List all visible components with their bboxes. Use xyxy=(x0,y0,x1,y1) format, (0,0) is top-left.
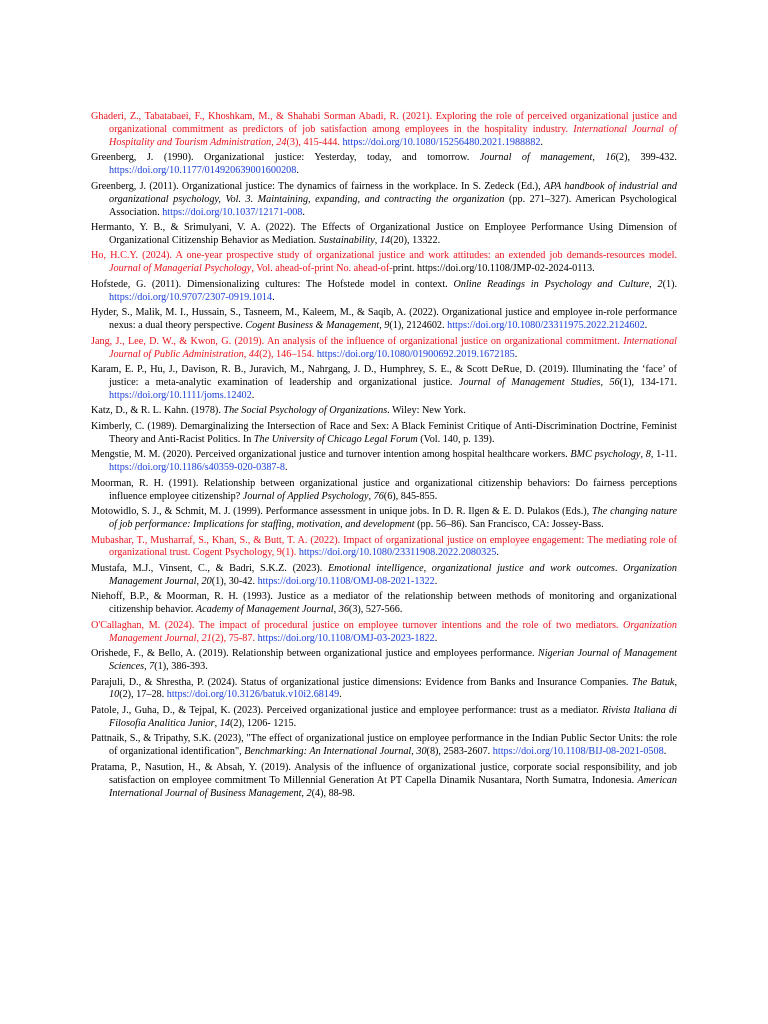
reference-entry xyxy=(91,111,677,150)
reference-text: Ho, H.C.Y. (2024). A one-year prospective study of organizational justice and work attitudes: an extended job demands-resources model. xyxy=(91,250,677,262)
italic-text: The University of Chicago Legal Forum xyxy=(253,433,418,445)
reference-text: Niehoff, B.P., & Moorman, R. H. (1993). Justice as a mediator of the relationship between methods of monitoring and organizational citizenship behavior. xyxy=(91,591,677,616)
italic-text: The changing nature of job performance: Implications for staffing, motivation, and development xyxy=(109,506,677,530)
reference-text: Parajuli, D., & Shrestha, P. (2024). Status of organizational justice dimensions: Evidence from Banks and Insurance Companies. xyxy=(91,676,632,688)
italic-text: The Social Psychology of Organizations xyxy=(223,405,388,417)
doi-link[interactable]: https://doi.org/10.1037/12171-008 xyxy=(162,206,303,218)
reference-text: Jang, J., Lee, D. W., & Kwon, G. (2019). An analysis of the influence of organizational justice on organizational commitment. xyxy=(91,335,624,347)
reference-text: , xyxy=(271,136,277,148)
reference-text: , xyxy=(600,376,610,388)
reference-text: (20), 13322. xyxy=(390,234,441,246)
reference-text: , xyxy=(674,676,677,688)
reference-text: (3), 527-566. xyxy=(348,604,403,616)
italic-text: 14 xyxy=(379,234,391,246)
reference-text: , xyxy=(144,661,150,673)
reference-text: (1), 30-42. xyxy=(211,575,258,587)
italic-text: 21 xyxy=(201,632,212,644)
doi-link[interactable]: https://doi.org/10.1111/joms.12402 xyxy=(109,389,252,401)
italic-text: Academy of Management Journal xyxy=(195,604,334,616)
italic-text: 9 xyxy=(384,320,390,332)
reference-entry xyxy=(91,364,677,403)
reference-text: Hyder, S., Malik, M. I., Hussain, S., Tasneem, M., Kaleem, M., & Saqib, A. (2022). Organizational justice and employee in-role performance nexus: a dual theory perspective. xyxy=(91,307,677,332)
italic-text: Rivista Italiana di Filosofia Analitica Junior xyxy=(109,704,677,729)
reference-text: , xyxy=(374,234,380,246)
reference-text: Mengstie, M. M. (2020). Perceived organizational justice and turnover intention among hospital healthcare workers. xyxy=(91,449,571,461)
reference-entry xyxy=(91,762,677,801)
reference-text: Mustafa, M.J., Vinsent, C., & Badri, S.K.Z. (2023). xyxy=(91,562,328,574)
reference-text: Hermanto, Y. B., & Srimulyani, V. A. (2022). The Effects of Organizational Justice on Employee Performance Using Dimension of Organizational Citizenship Behavior as Mediation. xyxy=(91,222,677,246)
reference-entry xyxy=(91,478,677,504)
reference-text: . xyxy=(272,291,275,303)
reference-text: O'Callaghan, M. (2024). The impact of procedural justice on employee turnover intentions and the role of two mediators. xyxy=(91,619,624,631)
reference-text: (1). xyxy=(662,278,678,290)
reference-text: , xyxy=(368,490,374,502)
reference-text: , xyxy=(243,348,249,360)
italic-text: APA handbook of industrial and organizational psychology, Vol. 3. Maintaining, expanding, and contracting the organization xyxy=(109,180,677,205)
reference-entry xyxy=(91,677,677,703)
reference-text: (1), 134-171. xyxy=(619,376,677,388)
reference-text: (2), 75-87. xyxy=(211,632,258,644)
doi-link[interactable]: https://doi.org/10.3126/batuk.v10i2.68149 xyxy=(166,689,340,701)
italic-text: Organization Management Journal xyxy=(109,562,677,587)
italic-text: American International Journal of Business Management xyxy=(109,774,677,799)
reference-entry xyxy=(91,591,677,617)
reference-entry xyxy=(91,307,677,333)
reference-text: , xyxy=(333,604,339,616)
reference-text: Patole, J., Guha, D., & Tejpal, K. (2023). Perceived organizational justice and employee performance: trust as a mediator. xyxy=(91,704,602,716)
italic-text: 24 xyxy=(276,136,287,148)
reference-entry xyxy=(91,279,677,305)
reference-text: , xyxy=(592,152,606,164)
reference-text: Mubashar, T., Musharraf, S., Khan, S., & Butt, T. A. (2022). Impact of organizational justice on employee engagement: The mediating role of organizational trust. Cogent Psychology, 9(1). xyxy=(91,534,677,559)
italic-text: 10 xyxy=(109,689,120,701)
reference-text: (pp. 56–86). San Francisco, CA: Jossey-Bass. xyxy=(414,519,604,530)
italic-text: International Journal of Public Administration xyxy=(109,335,677,360)
reference-text: . xyxy=(296,165,299,177)
reference-entry xyxy=(91,705,677,731)
reference-text: Hofstede, G. (2011). Dimensionalizing cultures: The Hofstede model in context. xyxy=(91,278,454,290)
doi-link[interactable]: https://doi.org/10.1080/23311975.2022.2124602 xyxy=(447,320,645,332)
reference-text: print. https://doi.org/10.1108/JMP-02-2024-0113. xyxy=(392,263,595,275)
reference-text: Pattnaik, S., & Tripathy, S.K. (2023), "The effect of organizational justice on employee performance in the Indian Public Sector Units: the role of organizational identification", xyxy=(91,733,677,758)
italic-text: Online Readings in Psychology and Culture xyxy=(453,278,650,290)
italic-text: 7 xyxy=(149,661,155,673)
reference-entry xyxy=(91,733,677,759)
reference-entry xyxy=(91,563,677,589)
reference-text: Karam, E. P., Hu, J., Davison, R. B., Juravich, M., Nahrgang, J. D., Humphrey, S. E., & Scott DeRue, D. (2019). Illuminating the ‘face’ of justice: a meta‐analytic examination of leadership and organizational justice. xyxy=(91,364,677,388)
reference-text: Ghaderi, Z., Tabatabaei, F., Khoshkam, M., & Shahabi Sorman Abadi, R. (2021). Exploring the role of perceived organizational justice and organizational commitment as predictors of job satisfaction among employees in the hospitality industry. xyxy=(91,111,677,135)
reference-text: Pratama, P., Nasution, H., & Absah, Y. (2019). Analysis of the influence of organizational justice, corporate social responsibility, and job satisfaction on employee commitment To Millennial Generation At PT Capella Dinamik Nusantara, North Sumatra, Indonesia. xyxy=(91,761,677,786)
doi-link[interactable]: https://doi.org/10.1186/s40359-020-0387-8 xyxy=(109,462,286,474)
reference-entry xyxy=(91,181,677,220)
italic-text: 2 xyxy=(657,278,663,290)
reference-entry xyxy=(91,421,677,447)
reference-text: , 1-11. xyxy=(650,449,678,461)
doi-link[interactable]: https://doi.org/10.1108/OMJ-03-2023-1822 xyxy=(257,632,435,644)
reference-text: . xyxy=(434,575,438,587)
reference-text: (8), 2583-2607. xyxy=(426,746,493,758)
reference-text: , xyxy=(411,746,417,758)
italic-text: Journal of management xyxy=(479,152,593,164)
reference-text: , xyxy=(379,320,385,332)
reference-text: (2), 146–154. xyxy=(259,348,317,360)
italic-text: Cogent Business & Management xyxy=(245,320,380,332)
italic-text: Sustainability xyxy=(318,234,375,246)
italic-text: Organization Management Journal xyxy=(109,619,677,644)
italic-text: Emotional intelligence, organizational justice and work outcomes xyxy=(327,562,615,574)
reference-entry xyxy=(91,336,677,362)
reference-text: Katz, D., & R. L. Kahn. (1978). xyxy=(91,405,224,417)
reference-text: (2), 17–28. xyxy=(119,689,167,701)
reference-entry xyxy=(91,506,677,532)
reference-text: . xyxy=(251,389,255,401)
doi-link[interactable]: https://doi.org/10.1080/01900692.2019.1672185 xyxy=(316,348,515,360)
reference-text: (3), 415-444. xyxy=(286,136,343,148)
doi-link[interactable]: https://doi.org/10.1177/014920639001600208 xyxy=(109,165,297,177)
reference-text: Greenberg, J. (2011). Organizational justice: The dynamics of fairness in the workplace. In S. Zedeck (Ed.), xyxy=(91,180,544,192)
reference-text: . xyxy=(644,320,648,332)
reference-entry xyxy=(91,222,677,248)
italic-text: The Batuk xyxy=(631,676,675,688)
reference-text: Orishede, F., & Bello, A. (2019). Relationship between organizational justice and employees performance. xyxy=(91,648,538,660)
reference-text: , Vol. ahead-of-print No. ahead-of- xyxy=(251,263,393,275)
reference-text: , xyxy=(196,575,202,587)
reference-text: (6), 845-855. xyxy=(383,490,438,502)
reference-text: (2), 399-432. xyxy=(615,152,677,164)
italic-text: 14 xyxy=(219,717,230,729)
reference-text: Kimberly, C. (1989). Demarginalizing the Intersection of Race and Sex: A Black Feminist Critique of Anti-Discrimination Doctrine, Feminist Theory and Anti-Racist Politics. In xyxy=(91,420,677,445)
reference-text: , xyxy=(214,717,220,729)
reference-entry xyxy=(91,250,677,276)
italic-text: 36 xyxy=(338,604,349,616)
reference-text: . xyxy=(302,206,305,218)
reference-text: . Wiley: New York. xyxy=(387,405,466,417)
reference-text: . xyxy=(496,547,499,559)
reference-entry xyxy=(91,535,677,561)
italic-text: 44 xyxy=(248,348,260,360)
reference-entry xyxy=(91,648,677,674)
reference-text: . xyxy=(614,562,624,574)
reference-text: (1), 386-393. xyxy=(154,661,208,673)
reference-text: . xyxy=(434,632,438,644)
reference-text: (Vol. 140, p. 139). xyxy=(417,433,495,445)
reference-text: (pp. 271–327). American Psychological Association. xyxy=(109,193,678,218)
reference-list xyxy=(91,111,677,803)
italic-text: Benchmarking: An International Journal xyxy=(244,746,412,758)
reference-text: . xyxy=(540,136,543,148)
italic-text: International Journal of Hospitality and Tourism Administration xyxy=(109,123,677,148)
italic-text: BMC psychology xyxy=(570,449,641,461)
reference-text: , xyxy=(649,278,658,290)
italic-text: Journal of Management Studies xyxy=(458,376,601,388)
reference-text: . xyxy=(285,462,288,474)
reference-text: (1), 2124602. xyxy=(389,320,448,332)
doi-link[interactable]: https://doi.org/10.1080/23311908.2022.2080325 xyxy=(298,547,497,559)
reference-text: . xyxy=(339,689,342,701)
reference-text: , xyxy=(196,632,202,644)
reference-entry xyxy=(91,152,677,178)
italic-text: Journal of Applied Psychology xyxy=(242,490,369,502)
reference-text: (2), 1206- 1215. xyxy=(229,717,297,729)
doi-link[interactable]: https://doi.org/10.1080/15256480.2021.1988882 xyxy=(342,136,541,148)
reference-text: . xyxy=(514,348,518,360)
italic-text: 2 xyxy=(306,787,312,799)
italic-text: Nigerian Journal of Management Sciences xyxy=(109,648,678,673)
reference-text: Greenberg, J. (1990). Organizational justice: Yesterday, today, and tomorrow. xyxy=(91,152,480,164)
reference-text: . xyxy=(663,746,667,758)
reference-text: Motowidlo, S. J., & Schmit, M. J. (1999). Performance assessment in unique jobs. In D. R. Ilgen & E. D. Pulakos (Eds.), xyxy=(91,506,592,518)
italic-text: 8 xyxy=(645,449,651,461)
italic-text: 16 xyxy=(605,152,616,164)
italic-text: Journal of Managerial Psychology xyxy=(109,263,252,275)
italic-text: 56 xyxy=(609,376,620,388)
reference-entry xyxy=(91,405,677,418)
doi-link[interactable]: https://doi.org/10.1108/BIJ-08-2021-0508 xyxy=(492,746,664,758)
italic-text: 20 xyxy=(201,575,212,587)
reference-text: (4), 88-98. xyxy=(311,787,355,799)
reference-entry xyxy=(91,620,677,646)
doi-link[interactable]: https://doi.org/10.1108/OMJ-08-2021-1322 xyxy=(257,575,435,587)
italic-text: 30 xyxy=(416,746,427,758)
doi-link[interactable]: https://doi.org/10.9707/2307-0919.1014 xyxy=(109,291,273,303)
reference-text: , xyxy=(301,787,307,799)
reference-text: , xyxy=(640,449,646,461)
reference-entry xyxy=(91,449,677,475)
italic-text: 76 xyxy=(373,490,384,502)
reference-text: Moorman, R. H. (1991). Relationship between organizational justice and organizational citizenship behaviors: Do fairness perceptions influence employee citizenship? xyxy=(91,477,677,502)
